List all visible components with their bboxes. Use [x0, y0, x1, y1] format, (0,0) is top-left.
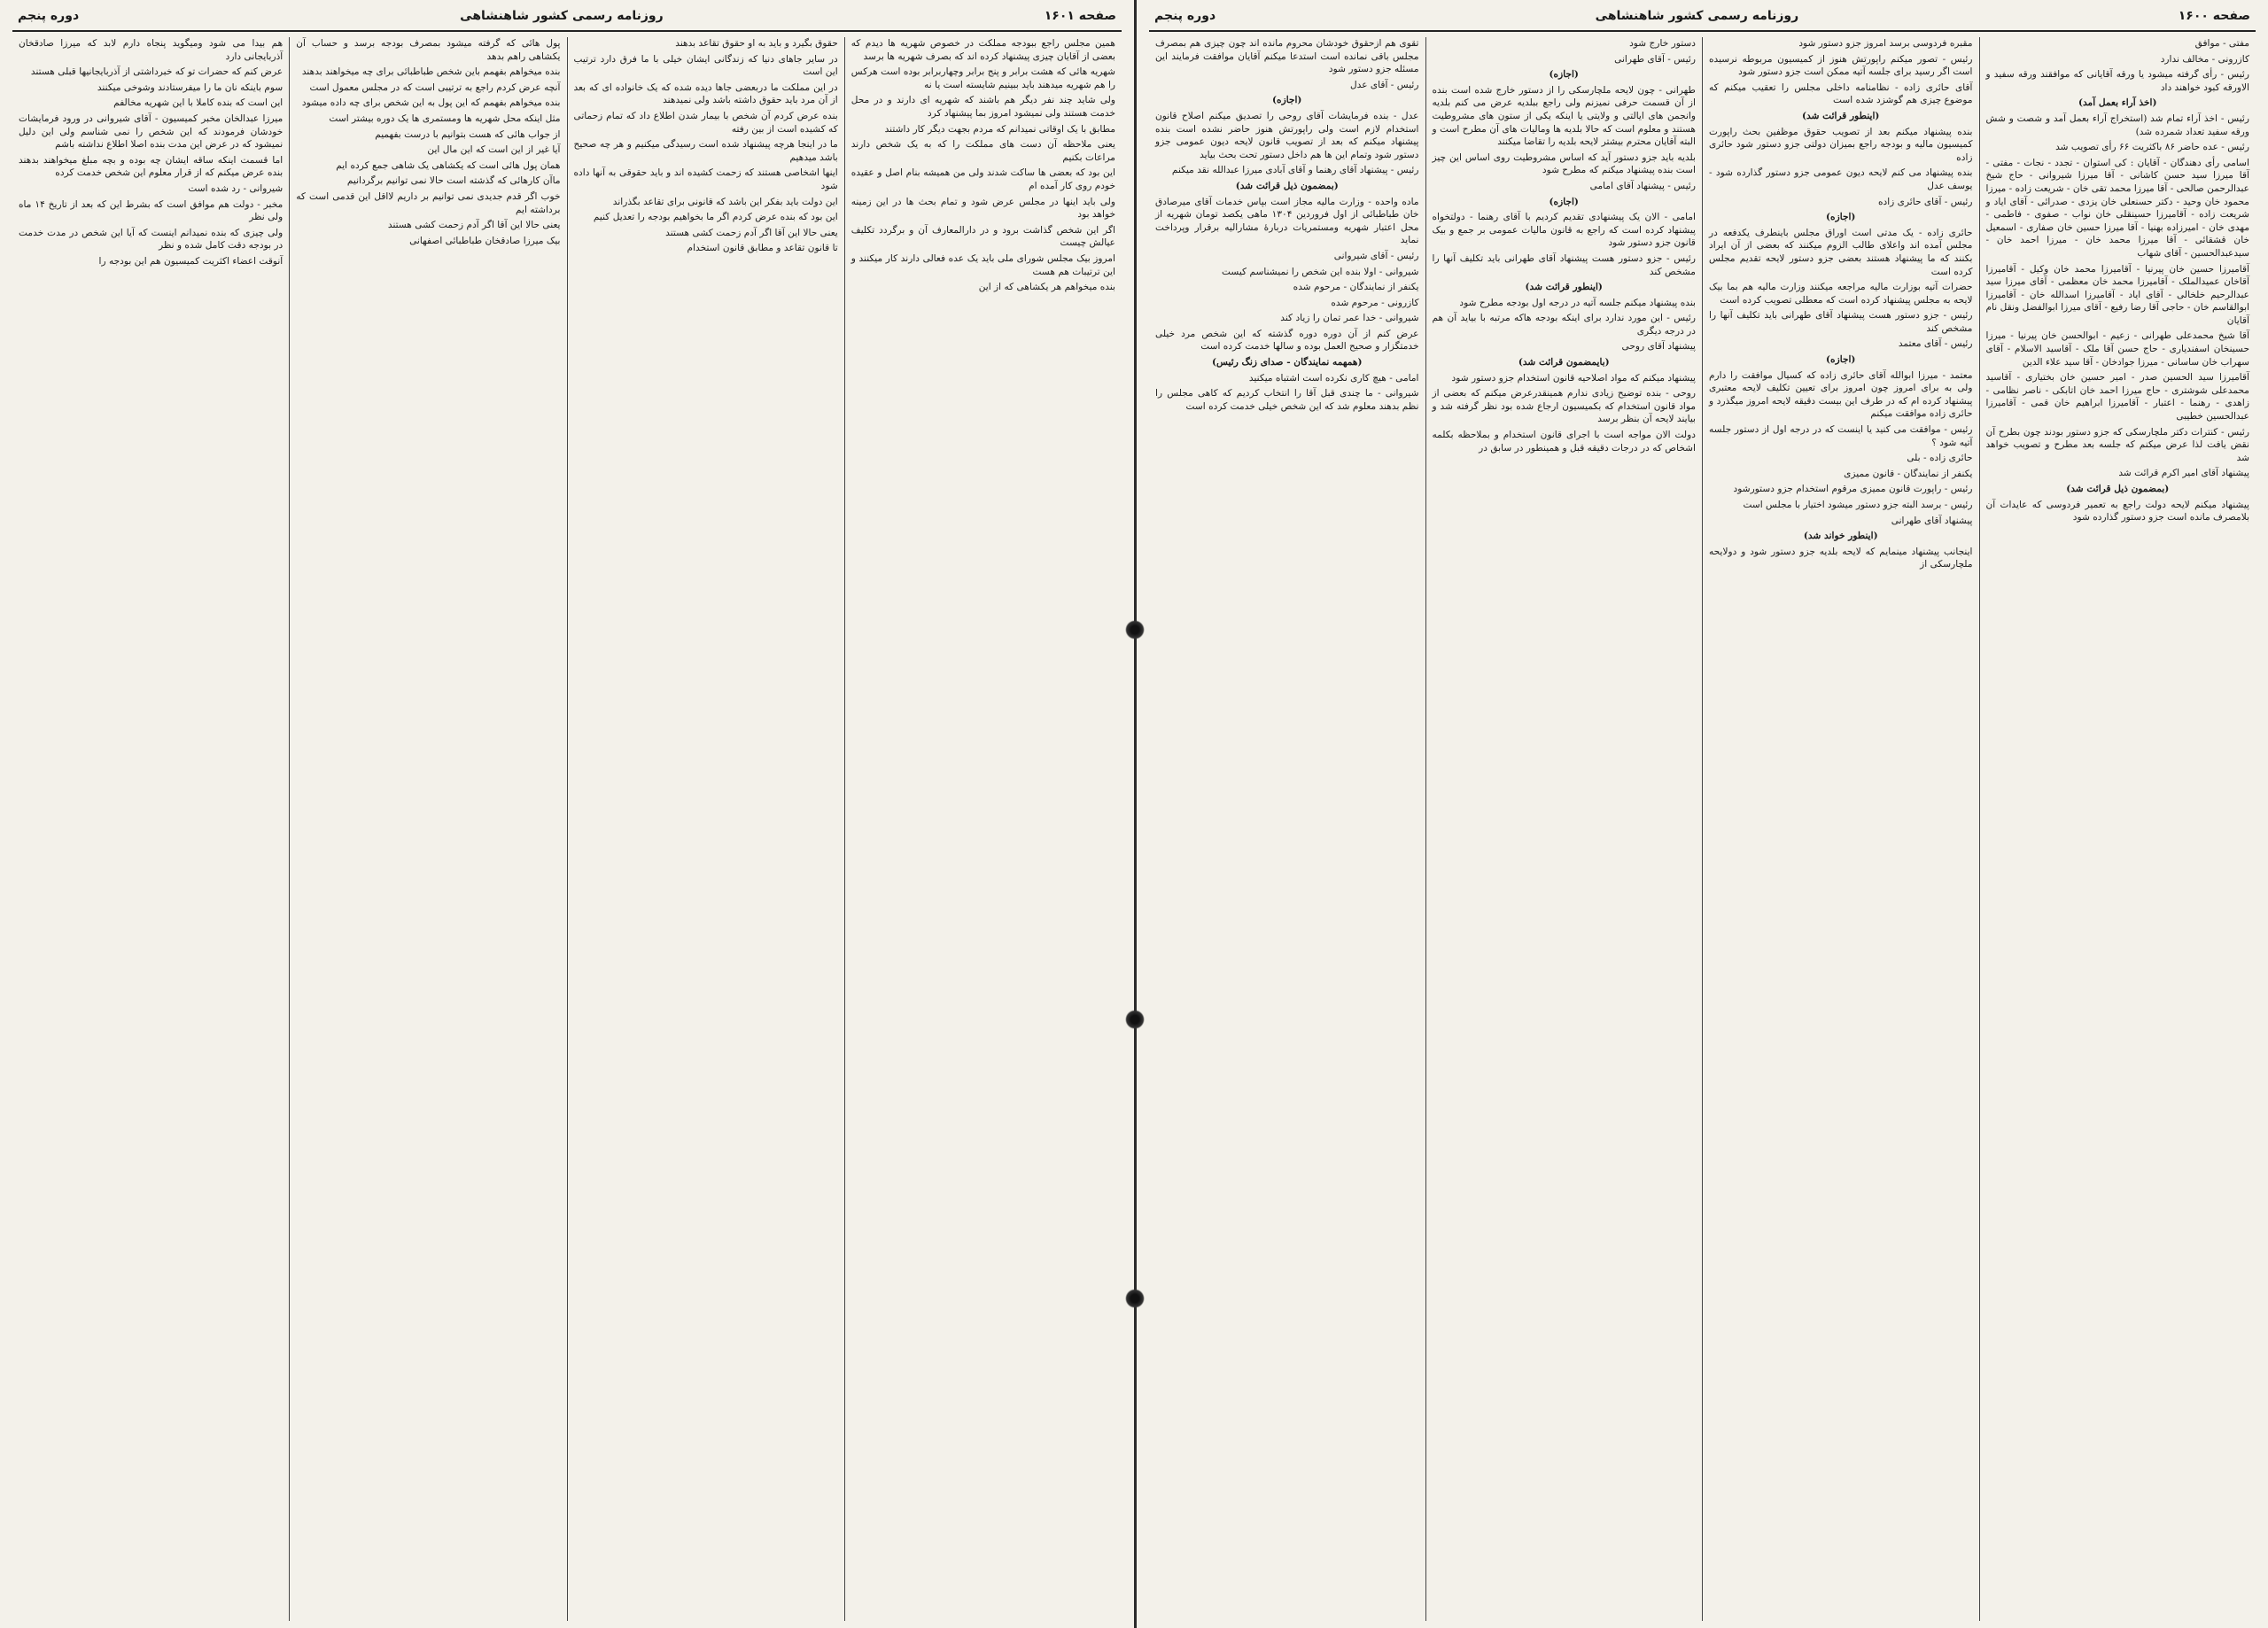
text-column	[12, 37, 289, 1621]
text-column	[567, 37, 844, 1621]
page-header	[1149, 9, 2256, 32]
paragraph: رئیس - پیشنهاد آقای رهنما و آقای آبادی میرزا عبدالله نقد میکنم	[1171, 165, 1419, 176]
paragraph: اسامی رأی دهندگان - آقایان : کی استوان - تجدد - نجات - مفتی - آقا میرزا سید حسن کاشانی - آقا میرزا شیروانی - حاج شیخ عبدالرحمن صالحی - آقا میرزا محمد تقی خان - شریعت زاده - میرزا محمود خان وحید - دکتر حسنعلی خان یزدی - صدرائی - آقای ایاد و شریعت زاده - آقامیرزا حسینقلی خان نواب - صفوی - فاطمی - مهدی خان - امیرزاده بهنیا - آقا میرزا حسین خان صفاری - اسمعیل خان قشقائی - آقا میرزا محمد خان - میرزا احمد خان - سیدعبدالحسین - آقای شهاب	[1985, 157, 2249, 259]
paragraph: اما قسمت اینکه ساقه ایشان چه بوده و بچه مبلغ میخواهند بدهند بنده عرض میکنم که از قرار معلوم این شخص خدمت کرده	[19, 154, 284, 179]
paragraph: شهریه هائی که هشت برابر و پنج برابر وچهاربرابر بوده است هرکس را هم شهریه میدهند باید ببینیم شایسته است یا نه	[850, 66, 1115, 90]
binding-mark	[1125, 1289, 1145, 1308]
paragraph: شیروانی - رد شده است	[188, 182, 284, 194]
paragraph: یکنفر از نمایندگان - مرحوم شده	[1293, 282, 1419, 293]
text-column	[1149, 37, 1425, 1621]
paragraph: رئیس - کنترات دکتر ملچارسکی که جزو دستور بودند چون بطرح آن نقض یافت لذا عرض میکنم که جلسه بعد مطرح و تصویب خواهد شد	[1985, 426, 2249, 463]
paragraph: در این مملکت ما دربعضی جاها دیده شده که یک خانواده ای که بعد از آن مرد باید حقوق داشته باشد ولی نمیدهند	[573, 81, 838, 106]
paragraph: (اجازه)	[1826, 354, 1856, 366]
paragraph: مطابق با یک اوقاتی نمیدانم که مردم بجهت دیگر کار داشتند	[884, 123, 1115, 135]
paragraph: سوم باینکه نان ما را میفرستادند وشوخی میکنند	[97, 81, 284, 93]
paragraph: رئیس - برسد البته جزو دستور میشود اختیار با مجلس است	[1743, 500, 1973, 510]
paragraph: رئیس - آقای حائری زاده	[1877, 196, 1973, 207]
paragraph: آقا شیخ محمدعلی طهرانی - زعیم - ابوالحسن خان پیرنیا - میرزا حسینخان اسفندیاری - حاج حسن آقا ملک - آقاسید الاسلام - آقای سهراب خان ساسانی - میرزا جوادخان - آقا سید علاء الدین	[1985, 330, 2249, 368]
paragraph: ما در اینجا هرچه پیشنهاد شده است رسیدگی میکنیم و هر چه صحیح باشد میدهیم	[573, 139, 838, 163]
paragraph: پیشنهاد میکنم لایحه دولت راجع به تعمیر فردوسی که عایدات آن بلامصرف مانده است جزو دستور گذارده شود	[1985, 499, 2249, 523]
paragraph: مقبره فردوسی برسد امروز جزو دستور شود	[1798, 38, 1973, 49]
paragraph: همان پول هائی است که یکشاهی یک شاهی جمع کرده ایم	[336, 159, 561, 171]
paragraph: آقامیرزا حسین خان پیرنیا - آقامیرزا محمد خان وکیل - آقامیرزا آقاخان عمیدالملک - آقامیرزا محمد خان معظمی - آقای میرزا سید عبدالرحیم خلخالی - آقای ایاد - آقامیرزا اسدالله خان - آقامیرزا ابوالقاسم خان - حاجی آقا رضا رفیع - آقای میرزا ابوالفضل ونقل نام آقایان	[1985, 263, 2249, 326]
paragraph: امامی - الان یک پیشنهادی تقدیم کردیم با آقای رهنما - دولتخواه پیشنهاد کرده است که راجع به قانون مالیات عمومی بر جمع و بیک قانون جزو دستور شود	[1432, 212, 1696, 249]
paragraph: (اینطور قرائت شد)	[1525, 282, 1603, 293]
paragraph: این بود که بعضی ها ساکت شدند ولی من همیشه بنام اصل و عقیده خودم روی کار آمده ام	[850, 167, 1115, 191]
paragraph: بنده پیشنهاد می کنم لایحه دیون عمومی جزو دستور گذارده شود - یوسف عدل	[1709, 167, 1973, 191]
paragraph: ولی شاید چند نفر دیگر هم باشند که شهریه ای دارند و در محل خدمت هستند ولی نمیشود امروز بما پیشنهاد کرد	[850, 95, 1115, 119]
paragraph: شیروانی - ما چندی قبل آقا را انتخاب کردیم که کاهی مجلس را نظم بدهند معلوم شد که این شخص خیلی خدمت کرده است	[1155, 388, 1419, 412]
paragraph: رئیس - جزو دستور هست پیشنهاد آقای طهرانی باید تکلیف آنها را مشخص کند	[1709, 310, 1973, 334]
page-number: صفحه ۱۶۰۰	[2178, 9, 2250, 23]
paragraph: (اجازه)	[1549, 196, 1579, 207]
page-number: صفحه ۱۶۰۱	[1044, 9, 1116, 23]
page-header	[12, 9, 1122, 32]
paragraph: ماده واحده - وزارت مالیه مجاز است بپاس خدمات آقای میرصادق خان طباطبائی از اول فروردین ۱۳۰۴ ماهی یکصد تومان شهریه از محل اعتبار شهریه ومستمریات دربارۀ مشارالیه برقرار وپرداخت نماید	[1155, 196, 1419, 246]
paragraph: دستور خارج شود	[1629, 38, 1696, 49]
paragraph: همین مجلس راجع ببودجه مملکت در خصوص شهریه ها دیدم که بعضی از آقایان چیزی پیشنهاد کرده اند که بصرف شهریه ها برسد	[850, 38, 1115, 62]
paragraph: بنده میخواهم بفهمم که این پول به این شخص برای چه داده میشود	[301, 97, 561, 109]
paragraph: تقوی هم ازحقوق خودشان محروم مانده اند چون چیزی هم بمصرف مجلس باقی نمانده است استدعا میکنم آقایان موافقت فرمایند این مسئله جزو دستور شود	[1155, 38, 1419, 75]
paragraph: اینجانب پیشنهاد مینمایم که لایحه بلدیه جزو دستور شود و دولایحه ملچارسکی از	[1709, 546, 1973, 570]
paragraph: مخبر - دولت هم موافق است که بشرط این که بعد از تاریخ ۱۴ ماه ولی نظر	[19, 198, 284, 223]
paragraph: آقامیرزا سید الحسین صدر - امیر حسین خان بختیاری - آقاسید محمدعلی شوشتری - حاج میرزا احمد خان اتابکی - ناصر نظامی - زاهدی - رهنما - اعتبار - آقامیرزا ابراهیم خان قمی - آقامیرزا عبدالحسین خطیبی	[1985, 372, 2249, 423]
paragraph: مفتی - موافق	[2194, 38, 2249, 49]
paragraph: (بمضمون ذیل قرائت شد)	[2066, 484, 2170, 494]
paragraph: یعنی حالا این آقا اگر آدم زحمت کشی هستند	[387, 220, 561, 231]
paragraph: (اخذ آراء بعمل آمد)	[2078, 97, 2157, 109]
paragraph: بنده پیشنهاد میکنم بعد از تصویب حقوق موظفین بحث راپورت کمیسیون مالیه و بودجه راجع بمیزان دولتی جزو دستور شود حائری زاده	[1709, 126, 1973, 163]
paragraph: معتمد - میرزا ابوالله آقای حائری زاده که کسیال موافقت را دارم ولی به برای امروز چون امروز برای تعیین تکلیف لایحه معتبری پیشنهاد کرده ام که در طرف این بیست دقیقه لایحه امروز میگذرد و حائری زاده موافقت میکنم	[1709, 369, 1973, 420]
paragraph: حقوق بگیرد و باید به او حقوق تقاعد بدهند	[675, 38, 838, 49]
text-column	[1425, 37, 1703, 1621]
paragraph: کازرونی - مخالف ندارد	[2160, 53, 2249, 65]
paragraph: رئیس - عده حاضر ۸۶ باکثریت ۶۶ رأی تصویب شد	[2055, 142, 2249, 153]
text-column	[1702, 37, 1979, 1621]
paragraph: ماآن کارهائی که گذشته است حالا نمی توانیم برگردانیم	[346, 175, 561, 187]
paragraph: (اجازه)	[1549, 69, 1579, 81]
paragraph: روحی - بنده توضیح زیادی ندارم همینقدرعرض میکنم که بعضی از مواد قانون استخدام که بکمیسیون ارجاع شده بود نظر گرفته شد و بیایند لایحه آن بنظر برسد	[1432, 388, 1696, 425]
paragraph: عرض کنم که حضرات تو که خبرداشتی از آذربایجانیها قبلی هستند	[30, 66, 284, 78]
paragraph: آنوقت اعضاء اکثریت کمیسیون هم این بودجه را	[98, 255, 284, 267]
paragraph: بنده پیشنهاد میکنم جلسه آتیه در درجه اول بودجه مطرح شود	[1459, 297, 1696, 308]
paragraph: رئیس - آقای طهرانی	[1614, 53, 1696, 65]
paragraph: آیا غیر از این است که این مال این	[427, 144, 561, 156]
paragraph: از جواب هائی که هست بتوانیم با درست بفهمیم	[375, 128, 561, 140]
text-column	[844, 37, 1122, 1621]
paragraph: میرزا عبدالخان مخبر کمیسیون - آقای شیروانی در ورود فرمایشات خودشان فرمودند که این شخص را نمی شناسم ولی این دلیل نمیشود که در عرض این مدت بنده اصلا اطلاع نداشته باشم	[19, 112, 284, 151]
paragraph: ولی چیزی که بنده نمیدانم اینست که آیا این شخص در مدت خدمت در بودجه دقت کامل شده و نظر	[19, 227, 284, 252]
paragraph: حائری زاده - یک مدتی است اوراق مجلس باینطرف یکدفعه در مجلس آمده اند واعلای طالب الزوم میکنند که بعضی از آن ایراد بکنند که ما پیشنهاد هستند بعضی جزو دستور لایحه تقدیم مجلس کرده است	[1709, 227, 1973, 277]
paragraph: خوب اگر قدم جدیدی نمی توانیم بر داریم لااقل این قدمی است که برداشته ایم	[296, 190, 561, 215]
paragraph: (همهمه نمایندگان - صدای زنگ رئیس)	[1212, 357, 1363, 368]
paragraph: رئیس - موافقت می کنید یا اینست که در درجه اول از دستور جلسه آتیه شود ؟	[1709, 424, 1973, 448]
paragraph: (بایمضمون قرائت شد)	[1518, 357, 1610, 368]
paragraph: بنده میخواهم هر یکشاهی که از این	[978, 282, 1115, 293]
paragraph: یعنی ملاحظه آن دست های مملکت را که به یک شخص دارند مراعات بکنیم	[850, 139, 1115, 163]
paragraph: اینها اشخاصی هستند که زحمت کشیده اند و باید حقوقی به آنها داده شود	[573, 167, 838, 191]
paragraph: ولی باید اینها در مجلس عرض شود و تمام بحث ها در این زمینه خواهد بود	[850, 196, 1115, 221]
paragraph: یعنی حالا این آقا اگر آدم زحمت کشی هستند	[665, 227, 838, 238]
paragraph: (اینطور خواند شد)	[1803, 531, 1878, 542]
paragraph: دولت الان مواجه است با اجرای قانون استخدام و بملاحظه بکلمه اشخاص که در درجات دقیقه قبل و همینطور در سابق در	[1432, 430, 1696, 454]
paragraph: این دولت باید بفکر این باشد که قانونی برای تقاعد بگذراند	[612, 196, 838, 207]
paragraph: آقای حائری زاده - نظامنامه داخلی مجلس را تعقیب میکنم که موضوع چیزی هم گوشزد شده است	[1709, 81, 1973, 106]
paragraph: حضرات آتیه بوزارت مالیه مراجعه میکنند وزارت مالیه هم بما بیک لایحه به مجلس پیشنهاد کرده است که معطلی تصویب کرده است	[1709, 282, 1973, 306]
paragraph: حائری زاده - بلی	[1907, 453, 1973, 464]
paragraph: رئیس - پیشنهاد آقای امامی	[1589, 180, 1696, 191]
paragraph: امروز بیک مجلس شورای ملی باید یک عده فعالی دارند کار میکنند و این ترتیبات هم هست	[850, 252, 1115, 277]
paragraph: کازرونی - مرحوم شده	[1331, 297, 1419, 308]
text-column	[289, 37, 566, 1621]
paragraph: (اجازه)	[1826, 212, 1856, 223]
binding-mark	[1125, 1010, 1145, 1029]
paragraph: این است که بنده کاملا با این شهریه مخالفم	[113, 97, 284, 109]
paragraph: طهرانی - چون لایحه ملچارسکی را از دستور خارج شده است بنده از آن قسمت حرفی نمیزنم ولی راجع ببلدیه عرض می کنم بلدیه وانجمن های ایالتی و ولایتی یا اینکه یکی از ستون های مشروطیت هستند و معلوم است که حالا بلدیه ها ومالیات های آن مطرح است و البته آقایان محترم بیشتر لایحه بلدیه را تقاضا میکنند	[1432, 84, 1696, 148]
paragraph: رئیس - جزو دستور هست پیشنهاد آقای طهرانی باید تکلیف آنها را مشخص کند	[1432, 252, 1696, 277]
paragraph: رئیس - آقای معتمد	[1898, 338, 1973, 350]
paragraph: آنچه عرض کردم راجع به ترتیبی است که در مجلس معمول است	[309, 81, 561, 93]
page-1600	[1134, 0, 2268, 1628]
paragraph: بیک میرزا صادقخان طباطبائی اصفهانی	[409, 235, 561, 246]
paragraph: پیشنهاد آقای امیر اکرم قرائت شد	[2118, 468, 2249, 479]
paragraph: پیشنهاد آقای طهرانی	[1891, 515, 1973, 526]
paragraph: شیروانی - خدا عمر تمان را زیاد کند	[1280, 313, 1419, 324]
paragraph: در سایر جاهای دنیا که زندگانی ایشان خیلی با ما فرق دارد ترتیب این است	[573, 53, 838, 78]
paragraph: یکنفر از نمایندگان - قانون ممیزی	[1844, 468, 1973, 479]
paragraph: مثل اینکه محل شهریه ها ومستمری ها یک دوره بیشتر است	[329, 112, 561, 124]
paragraph: پیشنهاد میکنم که مواد اصلاحیه قانون استخدام جزو دستور شود	[1451, 372, 1696, 384]
term-label: دوره پنجم	[1154, 9, 1216, 23]
paragraph: رئیس - تصور میکنم راپورتش هنوز از کمیسیون مربوطه نرسیده است اگر رسید برای جلسه آتیه ممکن است جزو دستور شود	[1709, 53, 1973, 78]
paragraph: (اینطور قرائت شد)	[1802, 110, 1880, 121]
paragraph: پول هائی که گرفته میشود بمصرف بودجه برسد و حساب آن یکشاهی راهم بدهد	[296, 38, 561, 62]
text-columns	[1149, 37, 2256, 1621]
text-columns	[12, 37, 1122, 1621]
paragraph: رئیس - این مورد ندارد برای اینکه بودجه هاکه مرتبه با بیاید آن هم در درجه دیگری	[1432, 313, 1696, 337]
binding-mark	[1125, 620, 1145, 640]
paragraph: (بمضمون ذیل قرائت شد)	[1235, 180, 1339, 191]
term-label: دوره پنجم	[18, 9, 80, 23]
paragraph: (اجازه)	[1272, 95, 1302, 106]
paragraph: رئیس - رأی گرفته میشود یا ورقه آقایانی که موافقند ورقه سفید و الاورقه کبود خواهند داد	[1985, 69, 2249, 93]
paragraph: اگر این شخص گذاشت برود و در دارالمعارف آن و برگردد تکلیف عیالش چیست	[850, 224, 1115, 249]
newspaper-title: روزنامه رسمی کشور شاهنشاهی	[1595, 9, 1799, 23]
paragraph: رئیس - راپورت قانون ممیزی مرقوم استخدام جزو دستورشود	[1733, 484, 1973, 495]
paragraph: هم بیدا می شود ومیگوید پنجاه دارم لابد که میرزا صادقخان آذربایجانی دارد	[19, 38, 284, 62]
paragraph: این بود که بنده عرض کردم اگر ما بخواهیم بودجه را تعدیل کنیم	[593, 212, 838, 223]
paragraph: عدل - بنده فرمایشات آقای روحی را تصدیق میکنم اصلاح قانون استخدام لازم است ولی راپورتش هنوز حاضر نشده است بنده پیشنهاد میکنم که بعد از تصویب قانون لایحه دیون عمومی جزو دستور شود وتمام این ها هم داخل دستور تحت بحث بیاید	[1155, 110, 1419, 160]
paragraph: بلدیه باید جزو دستور آید که اساس مشروطیت روی اساس این چیز است بنده پیشنهاد میکنم که مطرح شود	[1432, 151, 1696, 176]
text-column	[1979, 37, 2256, 1621]
paragraph: شیروانی - اولا بنده این شخص را نمیشناسم کیست	[1221, 266, 1419, 277]
paragraph: بنده عرض کردم آن شخص با بیمار شدن اطلاع داد که تمام زحماتی که کشیده است از بین رفته	[573, 110, 838, 135]
paragraph: رئیس - اخذ آراء تمام شد (استخراج آراء بعمل آمد و شصت و شش ورقه سفید تعداد شمرده شد)	[1985, 112, 2249, 137]
paragraph: عرض کنم از آن دوره دوره گذشته که این شخص مرد خیلی خدمتگزار و صحیح العمل بوده و سالها خدمت کرده است	[1155, 328, 1419, 353]
paragraph: رئیس - آقای شیروانی	[1333, 250, 1419, 261]
paragraph: پیشنهاد آقای روحی	[1621, 341, 1696, 353]
paragraph: تا قانون تقاعد و مطابق قانون استخدام	[687, 243, 838, 254]
newspaper-title: روزنامه رسمی کشور شاهنشاهی	[460, 9, 664, 23]
paragraph: رئیس - آقای عدل	[1349, 79, 1419, 90]
paragraph: بنده میخواهم بفهمم باین شخص طباطبائی برای چه میخواهند بدهند	[301, 66, 561, 78]
paragraph: امامی - هیچ کاری نکرده است اشتباه میکنید	[1248, 372, 1419, 384]
